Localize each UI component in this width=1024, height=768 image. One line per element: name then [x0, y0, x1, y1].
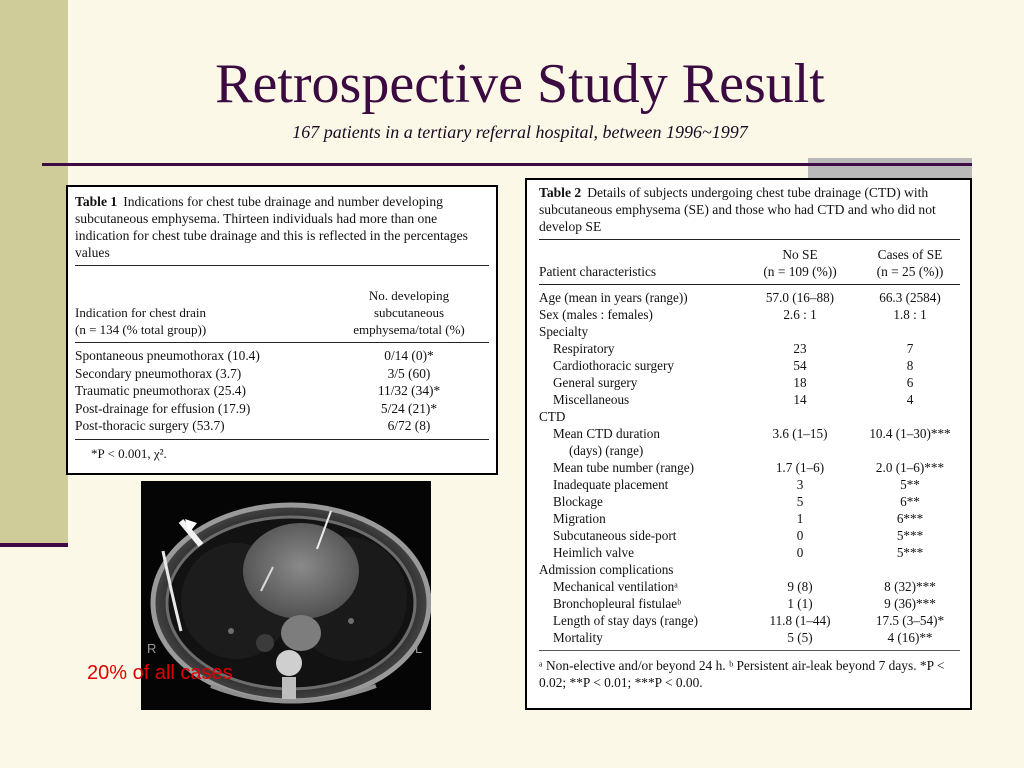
- no-se-cell: 2.6 : 1: [783, 307, 817, 322]
- table-row: [539, 442, 960, 459]
- se-cell: 66.3 (2584): [879, 290, 941, 305]
- table-row: [539, 408, 960, 425]
- table-row: [539, 306, 960, 323]
- no-se-cell: 18: [793, 375, 807, 390]
- no-se-cell: 0: [796, 545, 804, 560]
- table-2-col3-subheader: (n = 25 (%)): [876, 264, 944, 279]
- se-cell: 17.5 (3–54)*: [875, 613, 945, 628]
- header-divider: [42, 163, 972, 166]
- table-2-top-rule: [539, 239, 960, 240]
- characteristic-cell: Migration: [553, 511, 606, 526]
- characteristic-cell: Mortality: [553, 630, 603, 645]
- no-se-cell: 1 (1): [787, 596, 813, 611]
- se-cell: [860, 323, 960, 340]
- se-cell: 8: [906, 358, 914, 373]
- se-cell: 7: [906, 341, 914, 356]
- table-1-col1-header: Indication for chest drain: [75, 305, 207, 320]
- characteristic-cell: CTD: [539, 409, 566, 424]
- table-1-header: [75, 270, 489, 338]
- table-row: [539, 323, 960, 340]
- characteristic-cell: Specialty: [539, 324, 589, 339]
- slide-title: Retrospective Study Result: [215, 53, 825, 115]
- table-row: [539, 510, 960, 527]
- characteristic-cell: General surgery: [553, 375, 638, 390]
- table-1-col1-subheader: (n = 134 (% total group)): [75, 322, 207, 337]
- se-cell: 6**: [900, 494, 920, 509]
- table-2-body: [539, 289, 960, 646]
- table-2-col2-subheader: (n = 109 (%)): [763, 264, 837, 279]
- table-1-col2-header-line1: No. developing: [368, 288, 450, 303]
- table-row: [539, 289, 960, 306]
- characteristic-cell: Mean CTD duration: [553, 426, 660, 441]
- se-cell: 4 (16)**: [887, 630, 933, 645]
- table-row: [539, 629, 960, 646]
- characteristic-cell: Inadequate placement: [553, 477, 669, 492]
- table-1-body: [75, 347, 489, 435]
- table-row: [75, 382, 489, 400]
- table-row: [539, 357, 960, 374]
- slide-subtitle: 167 patients in a tertiary referral hospital, between 1996~1997: [292, 122, 748, 142]
- emphysema-cell: 5/24 (21)*: [380, 400, 438, 416]
- no-se-cell: [740, 442, 860, 459]
- no-se-cell: 5: [796, 494, 804, 509]
- table-2-header: [539, 244, 960, 280]
- se-cell: 10.4 (1–30)***: [869, 426, 951, 441]
- table-2-footnote: ᵃ Non-elective and/or beyond 24 h. ᵇ Persistent air-leak beyond 7 days. *P < 0.02; **P < 0.01; ***P < 0.00.: [539, 658, 945, 690]
- characteristic-cell: Mean tube number (range): [553, 460, 694, 475]
- se-cell: 5***: [896, 528, 924, 543]
- no-se-cell: 3.6 (1–15): [772, 426, 828, 441]
- indication-cell: Post-thoracic surgery (53.7): [75, 418, 225, 433]
- emphysema-cell: 6/72 (8): [387, 418, 431, 433]
- characteristic-cell: Bronchopleural fistulaeᵇ: [553, 596, 682, 611]
- left-accent-rule: [0, 543, 68, 547]
- no-se-cell: 1: [796, 511, 804, 526]
- callout-text: 20% of all cases: [87, 662, 233, 684]
- table-row: [539, 493, 960, 510]
- se-cell: 2.0 (1–6)***: [875, 460, 945, 475]
- table-2-col2-header: No SE: [782, 247, 818, 262]
- characteristic-cell: Admission complications: [539, 562, 674, 577]
- table-row: [539, 374, 960, 391]
- table-2-bottom-rule: [539, 650, 960, 651]
- indication-cell: Traumatic pneumothorax (25.4): [75, 383, 246, 398]
- table-row: [75, 347, 489, 365]
- table-1-caption-text: Indications for chest tube drainage and number developing subcutaneous emphysema. Thirteen individuals had more than one indication for chest tube drainage and this is reflected in the percentages values: [75, 194, 468, 260]
- table-2-caption-text: Details of subjects undergoing chest tube drainage (CTD) with subcutaneous emphysema (SE) and those who had CTD and who did not develop SE: [539, 185, 936, 234]
- characteristic-cell: Sex (males : females): [539, 307, 653, 322]
- characteristic-cell: Heimlich valve: [553, 545, 634, 560]
- se-cell: 4: [906, 392, 914, 407]
- no-se-cell: [740, 561, 860, 578]
- no-se-cell: 14: [793, 392, 807, 407]
- table-row: [539, 561, 960, 578]
- table-row: [539, 544, 960, 561]
- table-row: [539, 476, 960, 493]
- table-2-header-rule: [539, 284, 960, 285]
- ct-right-marker: R: [147, 641, 157, 656]
- no-se-cell: 11.8 (1–44): [769, 613, 831, 628]
- characteristic-cell: Subcutaneous side-port: [553, 528, 677, 543]
- no-se-cell: 0: [796, 528, 804, 543]
- table-row: [75, 365, 489, 383]
- no-se-cell: 23: [793, 341, 807, 356]
- table-row: [75, 417, 489, 435]
- table-row: [539, 391, 960, 408]
- emphysema-cell: 0/14 (0)*: [384, 348, 434, 363]
- table-row: [539, 578, 960, 595]
- table-1-top-rule: [75, 265, 489, 266]
- table-2-col3-header: Cases of SE: [877, 247, 943, 262]
- characteristic-cell: Age (mean in years (range)): [539, 290, 688, 305]
- ct-left-marker: L: [415, 641, 423, 656]
- emphysema-cell: 11/32 (34)*: [377, 383, 441, 398]
- characteristic-cell: Miscellaneous: [553, 392, 630, 407]
- table-1-header-rule: [75, 342, 489, 343]
- characteristic-cell: Mechanical ventilationᵃ: [553, 579, 678, 594]
- characteristic-cell: Cardiothoracic surgery: [553, 358, 674, 373]
- no-se-cell: 54: [793, 358, 807, 373]
- no-se-cell: 1.7 (1–6): [775, 460, 825, 475]
- characteristic-cell: Respiratory: [553, 341, 615, 356]
- no-se-cell: 9 (8): [787, 579, 813, 594]
- characteristic-cell: Blockage: [553, 494, 603, 509]
- no-se-cell: 5 (5): [787, 630, 813, 645]
- se-cell: 5***: [896, 545, 924, 560]
- se-cell: 5**: [900, 477, 920, 492]
- emphysema-cell: 3/5 (60): [387, 365, 431, 381]
- table-row: [539, 527, 960, 544]
- table-2-label: Table 2: [539, 185, 582, 200]
- characteristic-cell: Length of stay days (range): [553, 613, 699, 628]
- indication-cell: Spontaneous pneumothorax (10.4): [75, 348, 260, 363]
- table-row: [539, 459, 960, 476]
- table-row: [539, 595, 960, 612]
- table-1: [66, 185, 498, 475]
- se-cell: [860, 561, 960, 578]
- se-cell: 6: [906, 375, 914, 390]
- no-se-cell: 57.0 (16–88): [765, 290, 835, 305]
- table-row: [539, 612, 960, 629]
- header-gray-bar: [808, 158, 972, 180]
- se-cell: [860, 442, 960, 459]
- table-1-col2-header-line2: subcutaneous: [373, 305, 445, 320]
- no-se-cell: 3: [796, 477, 804, 492]
- se-cell: 1.8 : 1: [893, 307, 927, 322]
- table-1-footnote: *P < 0.001, χ².: [91, 445, 167, 461]
- se-cell: 8 (32)***: [884, 579, 936, 594]
- table-2-caption: [539, 184, 960, 235]
- table-row: [75, 400, 489, 418]
- table-1-bottom-rule: [75, 439, 489, 440]
- table-1-caption: [75, 193, 489, 261]
- indication-cell: Post-drainage for effusion (17.9): [75, 400, 251, 416]
- no-se-cell: [740, 408, 860, 425]
- indication-cell: Secondary pneumothorax (3.7): [75, 365, 242, 381]
- se-cell: [860, 408, 960, 425]
- table-row: [539, 340, 960, 357]
- se-cell: 6***: [896, 511, 924, 526]
- table-2: [525, 178, 972, 710]
- se-cell: 9 (36)***: [884, 596, 936, 611]
- table-row: [539, 425, 960, 442]
- characteristic-cell: (days) (range): [569, 443, 644, 458]
- table-1-col2-header-line3: emphysema/total (%): [353, 322, 465, 337]
- table-2-col1-header: Patient characteristics: [539, 264, 657, 279]
- table-1-label: Table 1: [75, 194, 118, 209]
- left-accent-band: [0, 0, 68, 545]
- no-se-cell: [740, 323, 860, 340]
